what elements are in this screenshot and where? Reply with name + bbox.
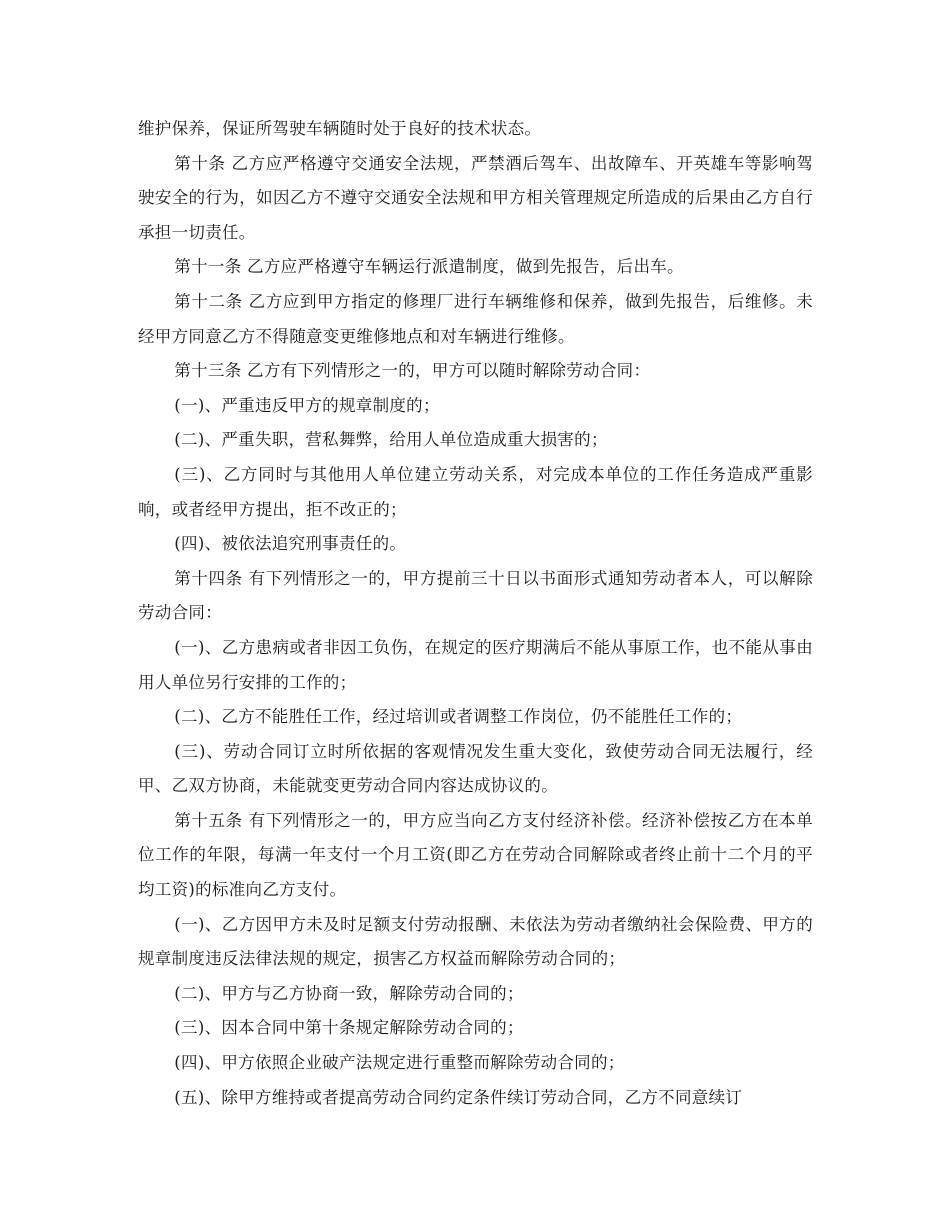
paragraph-6: (二)、严重失职，营私舞弊，给用人单位造成重大损害的； bbox=[174, 430, 608, 450]
paragraph-9: 第十四条 有下列情形之一的，甲方提前三十日以书面形式通知劳动者本人，可以解除劳动合同： bbox=[138, 568, 813, 623]
paragraph-11: (二)、乙方不能胜任工作，经过培训或者调整工作岗位，仍不能胜任工作的； bbox=[174, 707, 743, 727]
paragraph-18: (五)、除甲方维持或者提高劳动合同约定条件续订劳动合同，乙方不同意续订 bbox=[174, 1087, 743, 1107]
paragraph-4: 第十三条 乙方有下列情形之一的，甲方可以随时解除劳动合同： bbox=[174, 361, 651, 381]
paragraph-8: (四)、被依法追究刑事责任的。 bbox=[174, 534, 407, 554]
paragraph-1: 第十条 乙方应严格遵守交通安全法规，严禁酒后驾车、出故障车、开英雄车等影响驾驶安全的行为，如因乙方不遵守交通安全法规和甲方相关管理规定所造成的后果由乙方自行承担一切责任。 bbox=[138, 153, 813, 242]
paragraph-17: (四)、甲方依照企业破产法规定进行重整而解除劳动合同的； bbox=[174, 1053, 625, 1073]
paragraph-7: (三)、乙方同时与其他用人单位建立劳动关系，对完成本单位的工作任务造成严重影响，或者经甲方提出，拒不改正的； bbox=[138, 464, 813, 519]
paragraph-10: (一)、乙方患病或者非因工负伤，在规定的医疗期满后不能从事原工作，也不能从事由用人单位另行安排的工作的； bbox=[138, 637, 813, 692]
document-body bbox=[138, 112, 813, 1115]
paragraph-15: (二)、甲方与乙方协商一致，解除劳动合同的； bbox=[174, 983, 524, 1003]
paragraph-3: 第十二条 乙方应到甲方指定的修理厂进行车辆维修和保养，做到先报告，后维修。未经甲方同意乙方不得随意变更维修地点和对车辆进行维修。 bbox=[138, 291, 813, 346]
paragraph-12: (三)、劳动合同订立时所依据的客观情况发生重大变化，致使劳动合同无法履行，经甲、乙双方协商，未能就变更劳动合同内容达成协议的。 bbox=[138, 741, 813, 796]
paragraph-2: 第十一条 乙方应严格遵守车辆运行派遣制度，做到先报告，后出车。 bbox=[174, 257, 684, 277]
paragraph-5: (一)、严重违反甲方的规章制度的； bbox=[174, 395, 440, 415]
paragraph-13: 第十五条 有下列情形之一的，甲方应当向乙方支付经济补偿。经济补偿按乙方在本单位工作的年限，每满一年支付一个月工资(即乙方在劳动合同解除或者终止前十二个月的平均工资)的标准向乙方支付。 bbox=[138, 810, 813, 900]
paragraph-0: 维护保养，保证所驾驶车辆随时处于良好的技术状态。 bbox=[138, 119, 542, 138]
paragraph-14: (一)、乙方因甲方未及时足额支付劳动报酬、未依法为劳动者缴纳社会保险费、甲方的规章制度违反法律法规的规定，损害乙方权益而解除劳动合同的； bbox=[138, 914, 813, 969]
paragraph-16: (三)、因本合同中第十条规定解除劳动合同的； bbox=[174, 1018, 524, 1038]
